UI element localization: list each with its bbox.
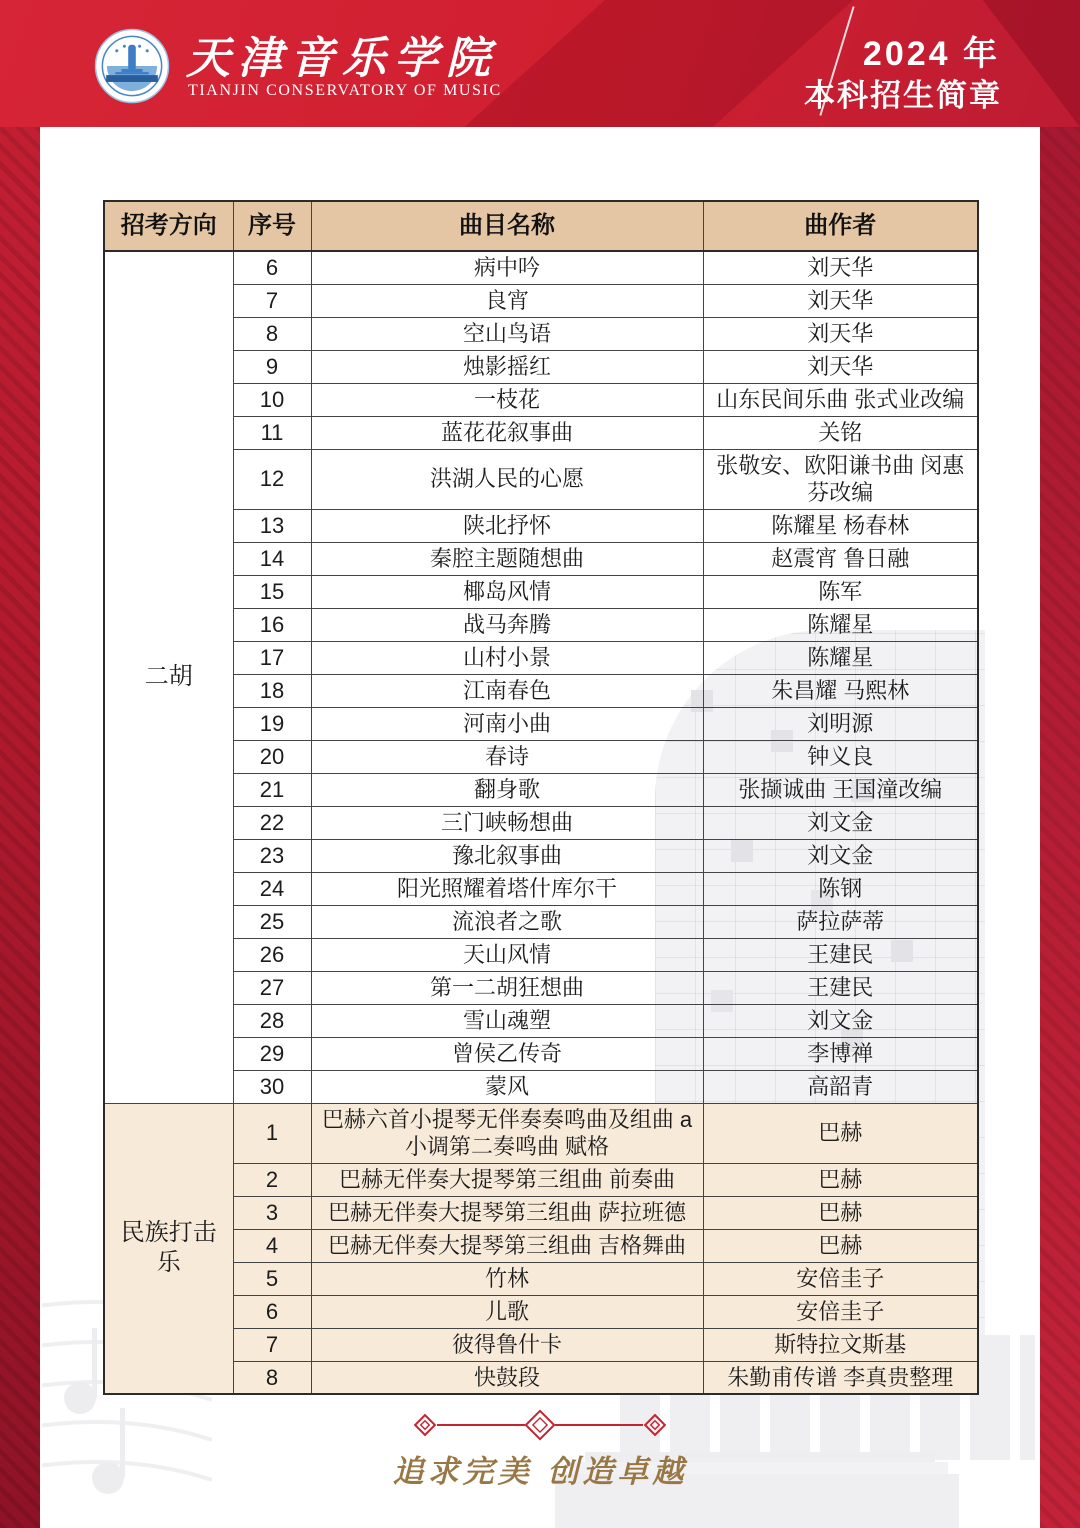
table-row [104, 284, 978, 317]
piece-title: 巴赫无伴奏大提琴第三组曲 萨拉班德 [311, 1196, 703, 1229]
table-row [104, 1229, 978, 1262]
row-number: 24 [233, 872, 311, 905]
composer-name: 王建民 [703, 971, 978, 1004]
row-number: 20 [233, 740, 311, 773]
composer-name: 刘文金 [703, 806, 978, 839]
composer-name: 陈军 [703, 575, 978, 608]
row-number: 23 [233, 839, 311, 872]
row-number: 29 [233, 1037, 311, 1070]
table-row [104, 1262, 978, 1295]
piece-title: 秦腔主题随想曲 [311, 542, 703, 575]
piece-title: 病中吟 [311, 251, 703, 284]
piece-title: 蓝花花叙事曲 [311, 416, 703, 449]
piece-title: 曾侯乙传奇 [311, 1037, 703, 1070]
row-number: 4 [233, 1229, 311, 1262]
row-number: 13 [233, 509, 311, 542]
row-number: 6 [233, 1295, 311, 1328]
composer-name: 刘天华 [703, 284, 978, 317]
table-row [104, 449, 978, 509]
row-number: 1 [233, 1103, 311, 1163]
table-row [104, 1070, 978, 1103]
table-row [104, 1037, 978, 1070]
composer-name: 关铭 [703, 416, 978, 449]
row-number: 19 [233, 707, 311, 740]
piece-title: 山村小景 [311, 641, 703, 674]
composer-name: 安倍圭子 [703, 1295, 978, 1328]
table-row [104, 542, 978, 575]
slogan-text: 追求完美 创造卓越 [392, 1454, 688, 1490]
piece-title: 春诗 [311, 740, 703, 773]
piece-title: 彼得鲁什卡 [311, 1328, 703, 1361]
row-number: 21 [233, 773, 311, 806]
piece-title: 快鼓段 [311, 1361, 703, 1394]
column-header-piece: 曲目名称 [311, 201, 703, 251]
piece-title: 豫北叙事曲 [311, 839, 703, 872]
row-number: 28 [233, 1004, 311, 1037]
direction-cell: 二胡 [104, 251, 233, 1103]
piece-title: 蒙风 [311, 1070, 703, 1103]
composer-name: 陈耀星 杨春林 [703, 509, 978, 542]
column-header-composer: 曲作者 [703, 201, 978, 251]
row-number: 2 [233, 1163, 311, 1196]
composer-name: 刘天华 [703, 350, 978, 383]
piece-title: 河南小曲 [311, 707, 703, 740]
table-row [104, 416, 978, 449]
composer-name: 高韶青 [703, 1070, 978, 1103]
school-name-en: TIANJIN CONSERVATORY OF MUSIC [188, 82, 502, 99]
row-number: 17 [233, 641, 311, 674]
composer-name: 斯特拉文斯基 [703, 1328, 978, 1361]
table-row [104, 575, 978, 608]
piece-title: 良宵 [311, 284, 703, 317]
piece-title: 翻身歌 [311, 773, 703, 806]
composer-name: 刘明源 [703, 707, 978, 740]
table-row [104, 1361, 978, 1394]
piece-title: 江南春色 [311, 674, 703, 707]
table-row [104, 1103, 978, 1163]
piece-title: 一枝花 [311, 383, 703, 416]
composer-name: 陈钢 [703, 872, 978, 905]
composer-name: 王建民 [703, 938, 978, 971]
row-number: 12 [233, 449, 311, 509]
row-number: 7 [233, 1328, 311, 1361]
table-row [104, 317, 978, 350]
row-number: 26 [233, 938, 311, 971]
composer-name: 安倍圭子 [703, 1262, 978, 1295]
row-number: 5 [233, 1262, 311, 1295]
composer-name: 山东民间乐曲 张式业改编 [703, 383, 978, 416]
table-row [104, 383, 978, 416]
piece-title: 雪山魂塑 [311, 1004, 703, 1037]
table-row [104, 806, 978, 839]
row-number: 8 [233, 1361, 311, 1394]
row-number: 9 [233, 350, 311, 383]
table-row [104, 938, 978, 971]
piece-title: 阳光照耀着塔什库尔干 [311, 872, 703, 905]
row-number: 25 [233, 905, 311, 938]
composer-name: 刘文金 [703, 1004, 978, 1037]
row-number: 27 [233, 971, 311, 1004]
row-number: 10 [233, 383, 311, 416]
composer-name: 巴赫 [703, 1229, 978, 1262]
header-banner [0, 0, 1080, 127]
repertoire-table-body [104, 251, 978, 1394]
row-number: 3 [233, 1196, 311, 1229]
composer-name: 巴赫 [703, 1196, 978, 1229]
table-row [104, 971, 978, 1004]
brochure-title: 本科招生简章 [804, 78, 1002, 113]
table-row [104, 905, 978, 938]
table-row [104, 872, 978, 905]
row-number: 22 [233, 806, 311, 839]
table-row [104, 740, 978, 773]
row-number: 30 [233, 1070, 311, 1103]
composer-name: 朱勤甫传谱 李真贵整理 [703, 1361, 978, 1394]
repertoire-table [103, 200, 979, 1395]
year-title: 2024 年 [862, 35, 1000, 73]
composer-name: 张敬安、欧阳谦书曲 闵惠芬改编 [703, 449, 978, 509]
left-frame-strip [0, 0, 40, 1528]
composer-name: 陈耀星 [703, 641, 978, 674]
piece-title: 空山鸟语 [311, 317, 703, 350]
composer-name: 巴赫 [703, 1163, 978, 1196]
table-row [104, 773, 978, 806]
piece-title: 天山风情 [311, 938, 703, 971]
tianjin-conservatory-emblem-icon [94, 28, 170, 104]
table-row [104, 350, 978, 383]
column-header-number: 序号 [233, 201, 311, 251]
composer-name: 刘天华 [703, 251, 978, 284]
composer-name: 钟义良 [703, 740, 978, 773]
row-number: 18 [233, 674, 311, 707]
row-number: 6 [233, 251, 311, 284]
direction-cell: 民族打击乐 [104, 1103, 233, 1394]
composer-name: 陈耀星 [703, 608, 978, 641]
table-row [104, 608, 978, 641]
piece-title: 陕北抒怀 [311, 509, 703, 542]
table-row [104, 1004, 978, 1037]
piece-title: 巴赫无伴奏大提琴第三组曲 吉格舞曲 [311, 1229, 703, 1262]
piece-title: 三门峡畅想曲 [311, 806, 703, 839]
row-number: 8 [233, 317, 311, 350]
piece-title: 第一二胡狂想曲 [311, 971, 703, 1004]
row-number: 14 [233, 542, 311, 575]
composer-name: 刘文金 [703, 839, 978, 872]
composer-name: 李博禅 [703, 1037, 978, 1070]
piece-title: 流浪者之歌 [311, 905, 703, 938]
table-row [104, 1196, 978, 1229]
table-row [104, 1328, 978, 1361]
piece-title: 洪湖人民的心愿 [311, 449, 703, 509]
composer-name: 朱昌耀 马熙林 [703, 674, 978, 707]
row-number: 7 [233, 284, 311, 317]
composer-name: 刘天华 [703, 317, 978, 350]
right-frame-strip [1040, 0, 1080, 1528]
piece-title: 儿歌 [311, 1295, 703, 1328]
piece-title: 战马奔腾 [311, 608, 703, 641]
piece-title: 烛影摇红 [311, 350, 703, 383]
table-row [104, 707, 978, 740]
composer-name: 张撷诚曲 王国潼改编 [703, 773, 978, 806]
table-row [104, 1163, 978, 1196]
piece-title: 巴赫无伴奏大提琴第三组曲 前奏曲 [311, 1163, 703, 1196]
table-row [104, 1295, 978, 1328]
school-name-zh: 天津音乐学院 [186, 33, 498, 84]
diamond-divider-icon [405, 1405, 675, 1445]
table-row [104, 674, 978, 707]
piece-title: 竹林 [311, 1262, 703, 1295]
table-header-row [104, 201, 978, 251]
row-number: 11 [233, 416, 311, 449]
composer-name: 巴赫 [703, 1103, 978, 1163]
row-number: 15 [233, 575, 311, 608]
table-row [104, 251, 978, 284]
composer-name: 萨拉萨蒂 [703, 905, 978, 938]
table-row [104, 641, 978, 674]
row-number: 16 [233, 608, 311, 641]
table-row [104, 839, 978, 872]
column-header-direction: 招考方向 [104, 201, 233, 251]
table-row [104, 509, 978, 542]
piece-title: 椰岛风情 [311, 575, 703, 608]
composer-name: 赵震宵 鲁日融 [703, 542, 978, 575]
piece-title: 巴赫六首小提琴无伴奏奏鸣曲及组曲 a小调第二奏鸣曲 赋格 [311, 1103, 703, 1163]
